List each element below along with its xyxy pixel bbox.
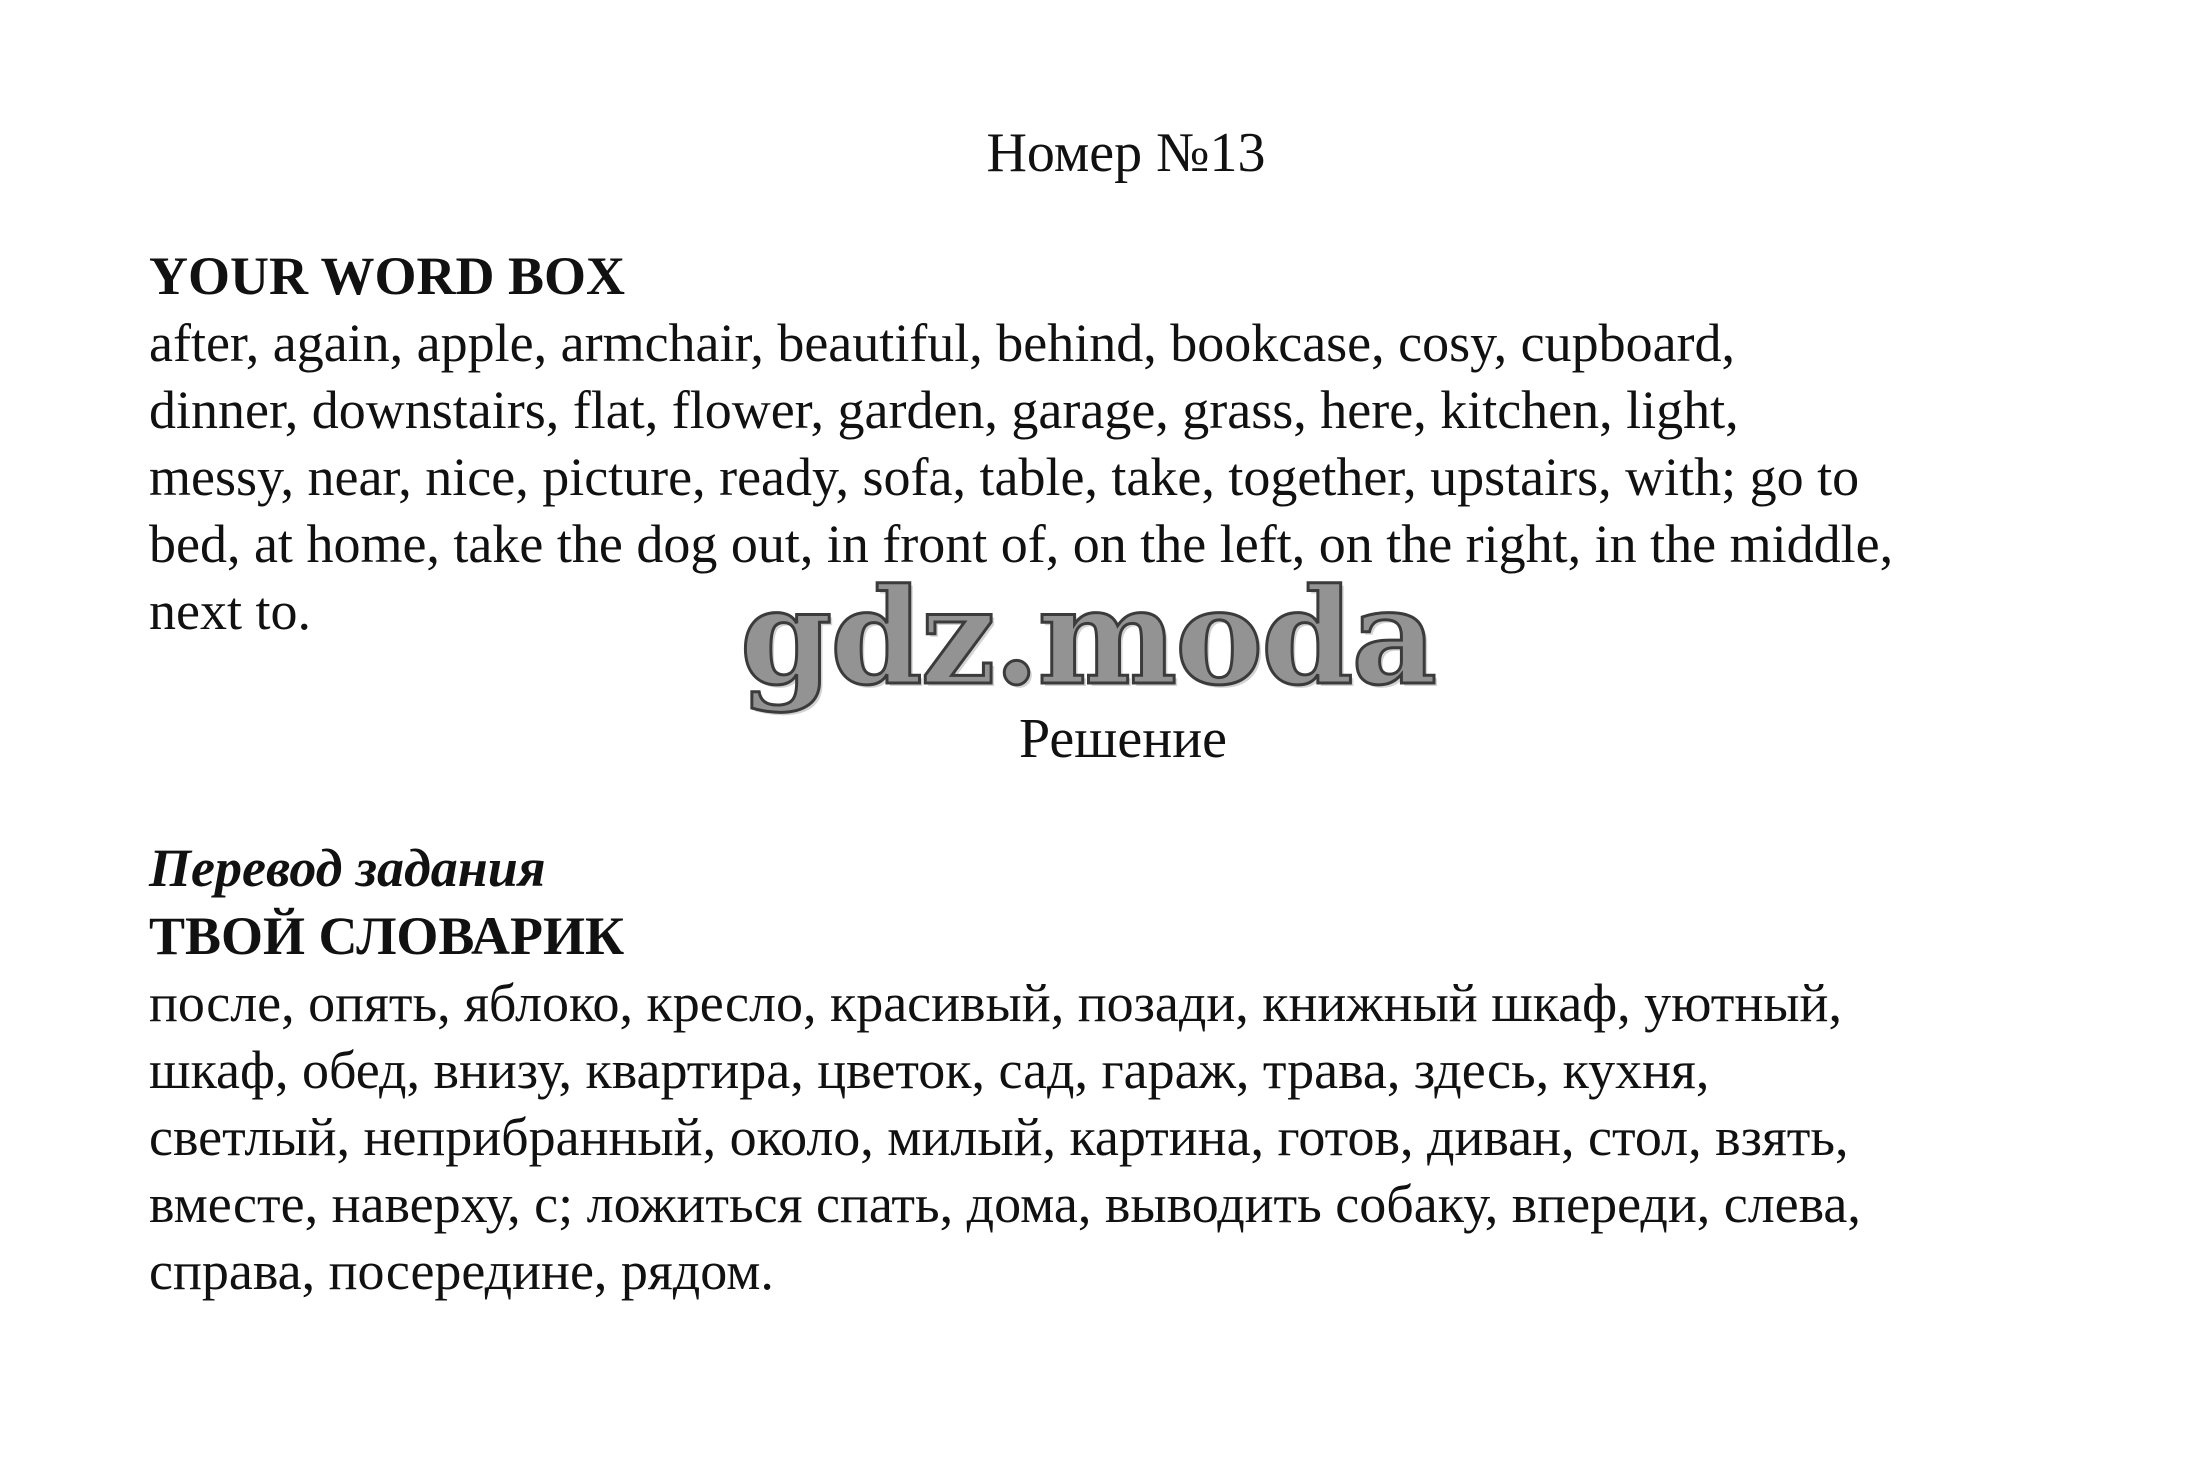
watermark-logo: gdz.moda: [740, 560, 1436, 715]
word-box-heading: YOUR WORD BOX: [149, 246, 626, 306]
word-box-line-4: bed, at home, take the dog out, in front of, on the left, on the right, in the middle,: [149, 514, 1894, 574]
word-box-line-3: messy, near, nice, picture, ready, sofa, table, take, together, upstairs, with; go to: [149, 447, 1860, 507]
word-box-line-1: after, again, apple, armchair, beautiful, behind, bookcase, cosy, cupboard,: [149, 313, 1736, 373]
translation-line-1: после, опять, яблоко, кресло, красивый, позади, книжный шкаф, уютный,: [149, 973, 1842, 1033]
word-box-line-2: dinner, downstairs, flat, flower, garden, garage, grass, here, kitchen, light,: [149, 380, 1739, 440]
translation-line-3: светлый, неприбранный, около, милый, картина, готов, диван, стол, взять,: [149, 1107, 1849, 1167]
solution-label: Решение: [1018, 708, 1228, 770]
task-number-title: Номер №13: [986, 122, 1266, 184]
word-box-line-5: next to.: [149, 581, 311, 641]
translation-section: [149, 834, 2189, 1305]
translation-line-2: шкаф, обед, внизу, квартира, цветок, сад, гараж, трава, здесь, кухня,: [149, 1040, 1710, 1100]
translation-line-4: вместе, наверху, с; ложиться спать, дома, выводить собаку, впереди, слева,: [149, 1174, 1861, 1234]
translation-line-5: справа, посередине, рядом.: [149, 1241, 774, 1301]
translation-subheading: Перевод задания: [149, 838, 546, 898]
translation-heading: ТВОЙ СЛОВАРИК: [149, 906, 625, 966]
